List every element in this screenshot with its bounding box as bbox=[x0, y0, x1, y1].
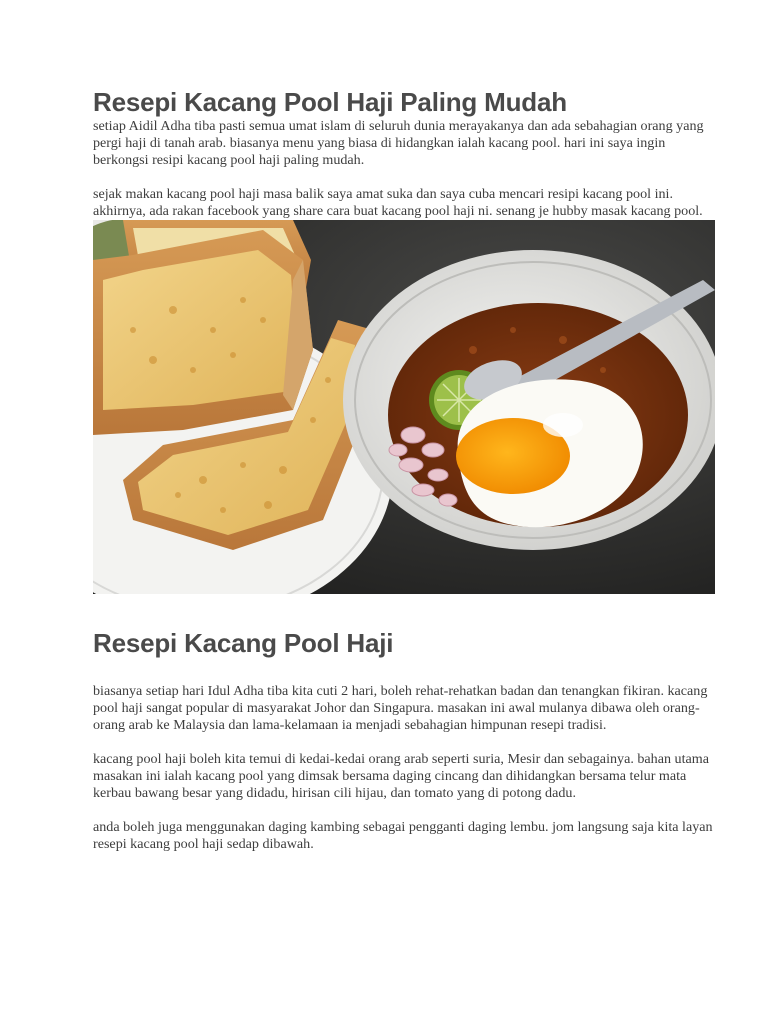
intro-paragraph-1: setiap Aidil Adha tiba pasti semua umat islam di seluruh dunia merayakanya dan ada sebahagian orang yang pergi haji di tanah arab. biasanya menu yang biasa di hidangkan ialah kacang pool. hari ini saya ingin berkongsi resipi kacang pool haji paling mudah. bbox=[93, 118, 704, 168]
intro-paragraph-2: sejak makan kacang pool haji masa balik saya amat suka dan saya cuba mencari resipi kacang pool ini. akhirnya, ada rakan facebook yang share cara buat kacang pool haji ni. senang je hubby masak kacang pool. bbox=[93, 186, 703, 219]
paragraph-spacer bbox=[93, 734, 715, 751]
section-paragraph-2: kacang pool haji boleh kita temui di kedai-kedai orang arab seperti suria, Mesir dan sebagainya. bahan utama masakan ini ialah kacang pool yang dimsak bersama daging cincang dan dihidangkan bersama telur mata kerbau bawang besar yang didadu, hirisan cili hijau, dan tomato yang di potong dadu. bbox=[93, 751, 709, 801]
section-paragraph-3: anda boleh juga menggunakan daging kambing sebagai pengganti daging lembu. jom langsung saja kita layan resepi kacang pool haji sedap dibawah. bbox=[93, 819, 713, 852]
section-paragraph-1: biasanya setiap hari Idul Adha tiba kita cuti 2 hari, boleh rehat-rehatkan badan dan tenangkan fikiran. kacang pool haji sangat popular di masyarakat Johor dan Singapura. masakan ini awal mulanya dibawa oleh orang-orang arab ke Malaysia dan lama-kelamaan ia menjadi sebahagian himpunan resepi tradisi. bbox=[93, 683, 708, 733]
article bbox=[93, 86, 715, 853]
food-photo bbox=[93, 220, 715, 594]
article-title: Resepi Kacang Pool Haji Paling Mudah bbox=[93, 87, 567, 117]
paragraph-spacer bbox=[93, 802, 715, 819]
section-title: Resepi Kacang Pool Haji bbox=[93, 628, 394, 658]
section-spacer bbox=[93, 659, 715, 683]
paragraph-spacer bbox=[93, 169, 715, 186]
